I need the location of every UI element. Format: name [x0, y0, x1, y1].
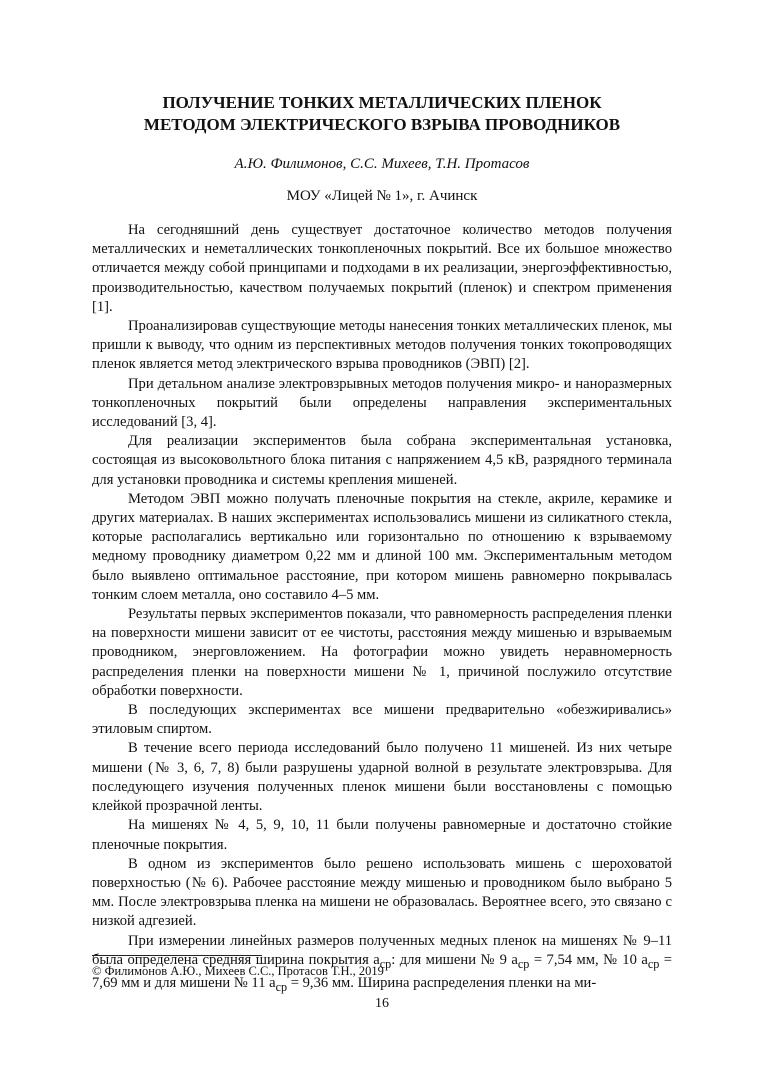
footnote-rule	[92, 955, 262, 956]
paragraph: Для реализации экспериментов была собрана экспериментальная установка, состоящая из высоковольтного блока питания с напряжением 4,5 кВ, разрядного терминала для установки проводника и системы крепления мишеней.	[92, 433, 672, 488]
copyright-footnote: © Филимонов А.Ю., Михеев С.С., Протасов Т.Н., 2019	[92, 964, 384, 978]
paragraph-last: При измерении линейных размеров полученных медных пленок на мишенях № 9–11 была определена средняя ширина покрытия $a_{ср}$: для мишени № 9 $a_{ср} = 7,54$ мм, № 10 $a_{ср} = 7,69$ мм и для мишени № 11 $a_{ср} = 9,36$ мм. Ширина распределения пленки на ми-	[92, 932, 672, 994]
paragraph: На мишенях № 4, 5, 9, 10, 11 были получены равномерные и достаточно стойкие пленочные покрытия.	[92, 817, 672, 853]
paragraph: На сегодняшний день существует достаточное количество методов получения металлических и неметаллических тонкопленочных покрытий. Все их большое множество отличается между собой принципами и подходами в их реализации, энергоэффективностью, производительностью, качеством получаемых покрытий (пленок) и спектром применения [1].	[92, 222, 672, 315]
body-text	[92, 221, 672, 997]
paper-title	[80, 92, 684, 136]
authors: А.Ю. Филимонов, С.С. Михеев, Т.Н. Протасов	[234, 156, 530, 172]
title-line-1: ПОЛУЧЕНИЕ ТОНКИХ МЕТАЛЛИЧЕСКИХ ПЛЕНОК	[162, 93, 602, 112]
paragraph: Методом ЭВП можно получать пленочные покрытия на стекле, акриле, керамике и других материалах. В наших экспериментах использовались мишени из силикатного стекла, которые располагались вертикально или горизонтально по отношению к взрываемому медному проводнику диаметром 0,22 мм и длиной 100 мм. Экспериментальным методом было выявлено оптимальное расстояние, при котором мишень равномерно покрывалась тонким слоем металла, оно составило 4–5 мм.	[92, 490, 672, 603]
paragraph: Результаты первых экспериментов показали, что равномерность распределения пленки на поверхности мишени зависит от ее чистоты, расстояния между мишенью и взрываемым проводником, энерговложением. На фотографии можно увидеть неравномерность распределения пленки на поверхности мишени № 1, причиной послужило отсутствие обработки поверхности.	[92, 606, 672, 699]
affiliation: МОУ «Лицей № 1», г. Ачинск	[286, 188, 478, 204]
paragraph: При детальном анализе электровзрывных методов получения микро- и наноразмерных тонкопленочных покрытий были определены направления экспериментальных исследований [3, 4].	[92, 375, 672, 431]
page-number: 16	[375, 996, 389, 1011]
paragraph: Проанализировав существующие методы нанесения тонких металлических пленок, мы пришли к выводу, что одним из перспективных методов получения тонких токопроводящих пленок является метод электрического взрыва проводников (ЭВП) [2].	[92, 318, 672, 373]
paragraph: В течение всего периода исследований было получено 11 мишеней. Из них четыре мишени (№ 3, 6, 7, 8) были разрушены ударной волной в результате электровзрыва. Для последующего изучения полученных пленок мишени были восстановлены с помощью клейкой прозрачной ленты.	[92, 740, 672, 815]
paragraph: В последующих экспериментах все мишени предварительно «обезжиривались» этиловым спиртом.	[92, 702, 672, 738]
title-line-2: МЕТОДОМ ЭЛЕКТРИЧЕСКОГО ВЗРЫВА ПРОВОДНИКОВ	[143, 115, 621, 134]
paragraph: В одном из экспериментов было решено использовать мишень с шероховатой поверхностью (№ 6). Рабочее расстояние между мишенью и проводником было выбрано 5 мм. После электровзрыва пленка на мишени не образовалась. Вероятнее всего, это связано с низкой адгезией.	[92, 855, 672, 930]
